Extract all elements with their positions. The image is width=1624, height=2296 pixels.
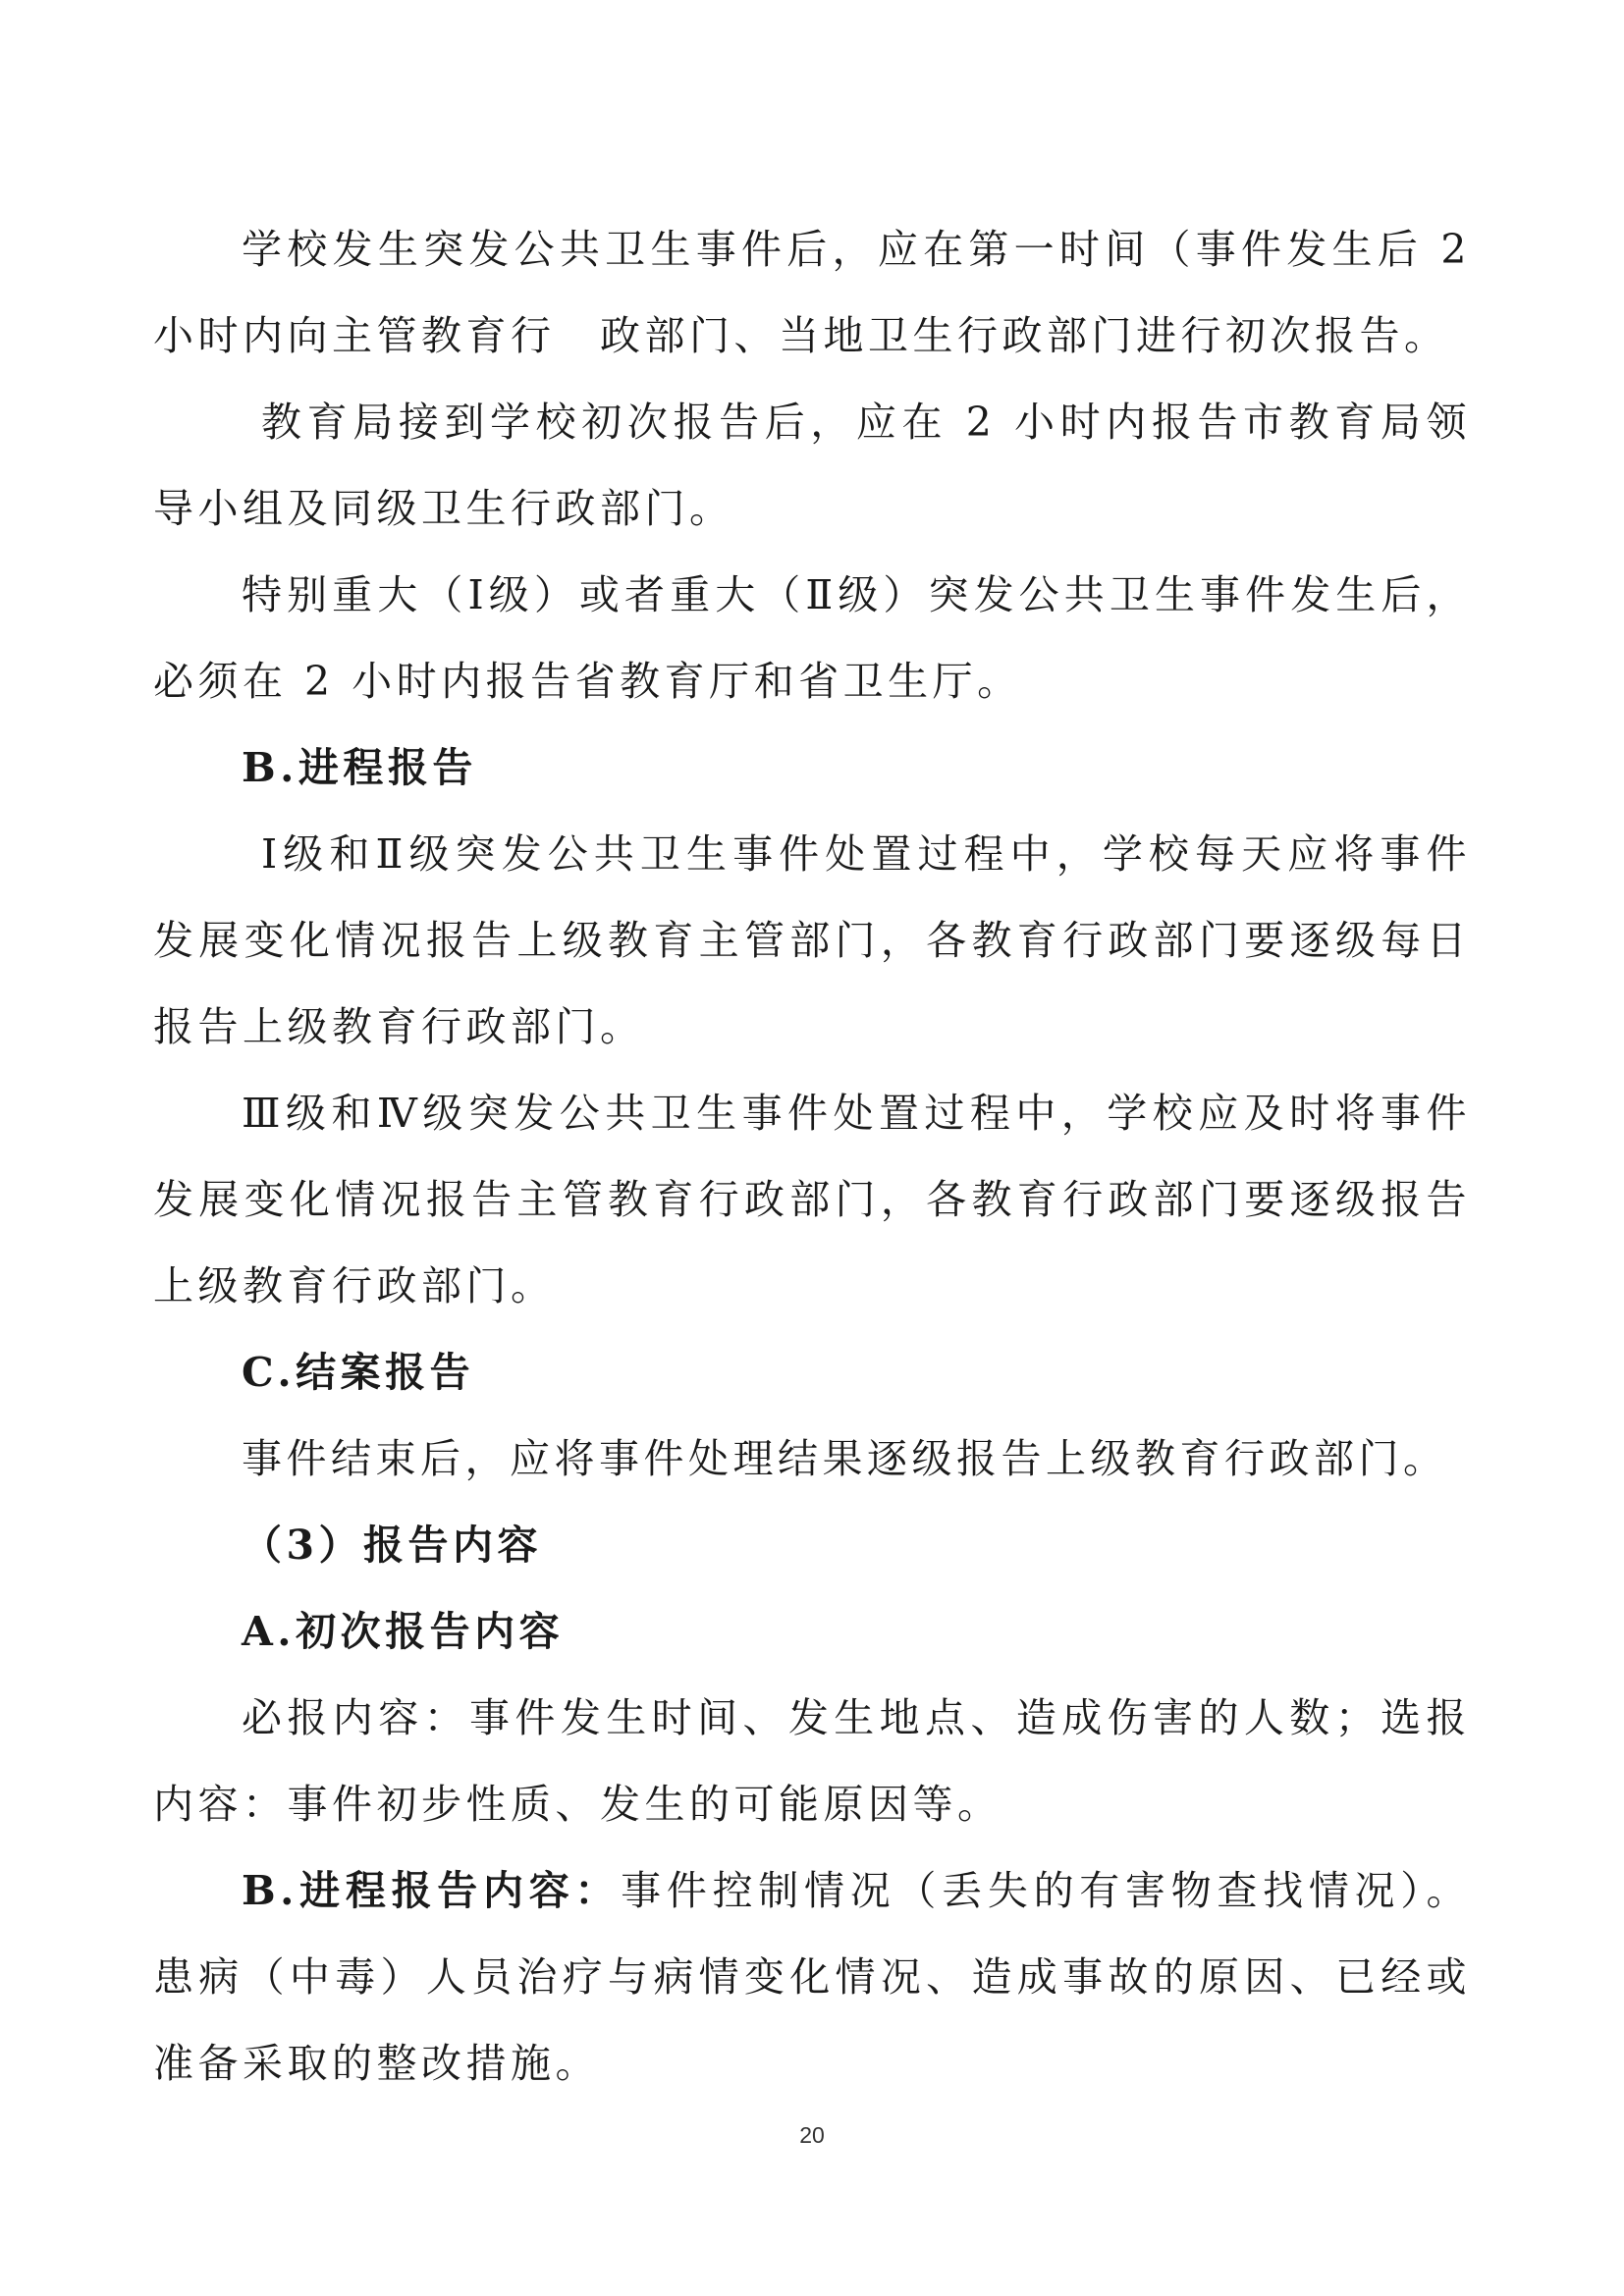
page-number: 20	[799, 2122, 825, 2148]
heading-closing-report: C.结案报告	[242, 1349, 475, 1396]
heading-report-content: （3）报告内容	[242, 1522, 543, 1569]
paragraph-initial-report-bureau: 教育局接到学校初次报告后，应在 2 小时内报告市教育局领导小组及同级卫生行政部门。	[153, 399, 1471, 532]
heading-progress-report: B.进程报告	[242, 744, 477, 791]
paragraph-closing-report: 事件结束后，应将事件处理结果逐级报告上级教育行政部门。	[242, 1435, 1448, 1482]
paragraph-level-1-2-progress: Ⅰ级和Ⅱ级突发公共卫生事件处置过程中，学校每天应将事件发展变化情况报告上级教育主管部门，各教育行政部门要逐级每日报告上级教育行政部门。	[153, 830, 1471, 1050]
progress-report-content-body: 事件控制情况（丢失的有害物查找情况）。患病（中毒）人员治疗与病情变化情况、造成事故的原因、已经或准备采取的整改措施。	[153, 1867, 1471, 2087]
document-body	[153, 206, 1489, 2107]
progress-report-content-lead: B.进程报告内容：	[242, 1867, 622, 1914]
paragraph-initial-report-content: 必报内容：事件发生时间、发生地点、造成伤害的人数；选报内容：事件初步性质、发生的可能原因等。	[153, 1694, 1471, 1828]
paragraph-initial-report-school: 学校发生突发公共卫生事件后，应在第一时间（事件发生后 2 小时内向主管教育行 政部门、当地卫生行政部门进行初次报告。	[153, 226, 1489, 359]
heading-initial-report-content: A.初次报告内容	[242, 1608, 565, 1655]
paragraph-level-3-4-progress: Ⅲ级和Ⅳ级突发公共卫生事件处置过程中，学校应及时将事件发展变化情况报告主管教育行政部门，各教育行政部门要逐级报告上级教育行政部门。	[153, 1090, 1471, 1309]
paragraph-progress-report-content	[153, 1847, 1471, 2107]
paragraph-major-event-report: 特别重大（Ⅰ级）或者重大（Ⅱ级）突发公共卫生事件发生后，必须在 2 小时内报告省教育厅和省卫生厅。	[153, 571, 1471, 705]
